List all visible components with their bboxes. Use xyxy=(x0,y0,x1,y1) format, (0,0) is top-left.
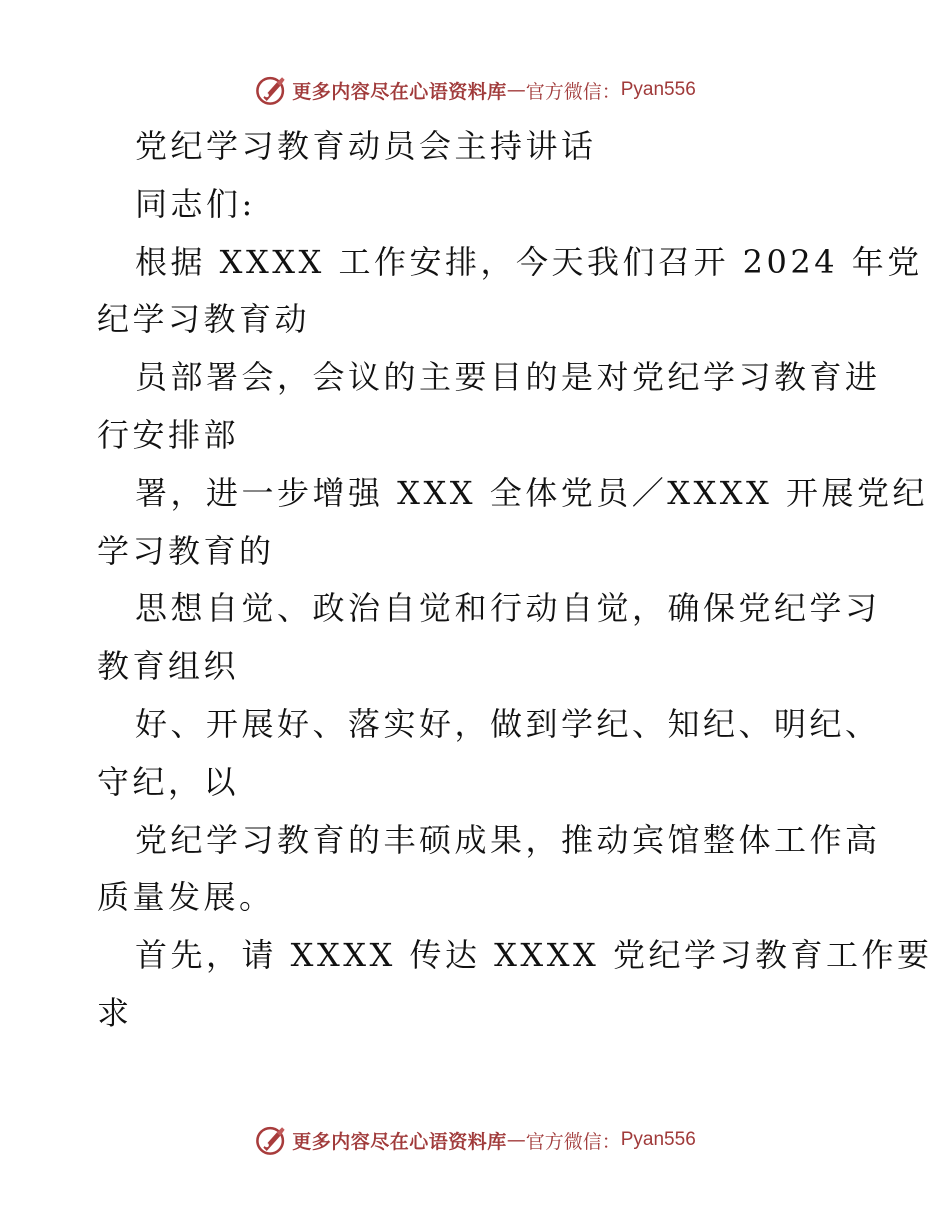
pen-logo-icon xyxy=(254,1123,288,1157)
paragraph-line: 求 xyxy=(97,993,133,1032)
banner-wechat-id: Pyan556 xyxy=(620,79,696,100)
paragraph-line: 质量发展。 xyxy=(97,878,275,917)
banner-wechat-label: 官方微信： xyxy=(525,80,621,103)
paragraph-line: 署，进一步增强 XXX 全体党员／XXXX 开展党纪 xyxy=(135,473,928,512)
paragraph-line: 教育组织 xyxy=(97,647,240,686)
header-watermark xyxy=(0,70,950,110)
paragraph-line: 思想自觉、政治自觉和行动自觉，确保党纪学习 xyxy=(135,589,881,628)
paragraph-line: 党纪学习教育的丰硕成果，推动宾馆整体工作高 xyxy=(135,820,881,859)
banner-wechat-label: 官方微信： xyxy=(525,1130,621,1153)
banner-dash: — xyxy=(506,79,526,101)
paragraph-line: 根据 XXXX 工作安排，今天我们召开 2024 年党 xyxy=(135,242,923,281)
paragraph-line: 首先，请 XXXX 传达 XXXX 党纪学习教育工作要 xyxy=(135,936,933,975)
paragraph-line: 员部署会，会议的主要目的是对党纪学习教育进 xyxy=(135,358,881,397)
paragraph-line: 纪学习教育动 xyxy=(97,300,311,339)
paragraph-line: 好、开展好、落实好，做到学纪、知纪、明纪、 xyxy=(135,704,881,743)
paragraph-line: 学习教育的 xyxy=(97,531,275,570)
banner-main-text: 更多内容尽在心语资料库 xyxy=(292,80,507,103)
pen-logo-icon xyxy=(254,73,288,107)
paragraph-line: 守纪，以 xyxy=(97,762,240,801)
banner-dash: — xyxy=(506,1129,526,1151)
paragraph-line: 行安排部 xyxy=(97,415,240,454)
banner-main-text: 更多内容尽在心语资料库 xyxy=(292,1130,507,1153)
document-title: 党纪学习教育动员会主持讲话 xyxy=(135,127,597,165)
salutation: 同志们: xyxy=(135,184,256,223)
document-body xyxy=(97,118,933,1043)
footer-watermark xyxy=(0,1120,950,1160)
banner-wechat-id: Pyan556 xyxy=(620,1129,696,1150)
